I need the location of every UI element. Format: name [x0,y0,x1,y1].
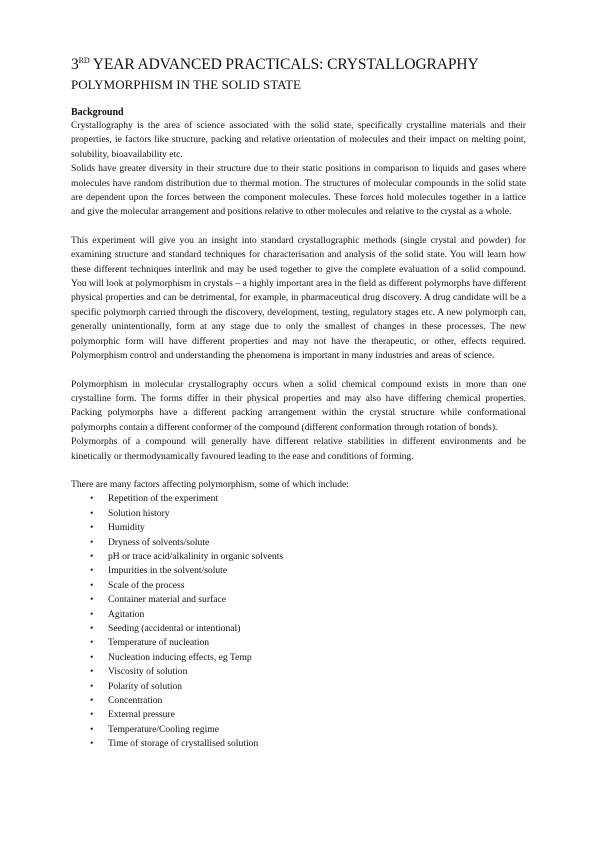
bullet-icon: • [90,651,94,663]
bullet-icon: • [90,738,94,750]
bullet-icon: • [90,522,94,534]
document-page [71,56,526,752]
list-item: • Temperature/Cooling regime [71,723,526,737]
list-item: • Nucleation inducing effects, eg Temp [71,651,526,665]
bullet-icon: • [90,565,94,577]
bullet-icon: • [90,666,94,678]
title-text: YEAR ADVANCED PRACTICALS: CRYSTALLOGRAPHY [89,56,479,73]
bullet-icon: • [90,579,94,591]
bullet-icon: • [90,695,94,707]
background-paragraph-4: Polymorphism in molecular crystallography occurs when a solid chemical compound exists in more than one crystalline form. The forms differ in their physical properties and may also have differing chemical properties. Packing polymorphs have a different packing arrangement within the crystal structure while conformational polymorphs contain a different conformer of the compound (different conformation through rotation of bonds). [71,378,526,433]
list-item: • Polarity of solution [71,680,526,694]
title-ordinal-suffix: RD [78,56,90,65]
list-item: • Concentration [71,694,526,708]
list-item: • Repetition of the experiment [71,492,526,506]
list-item: • Viscosity of solution [71,665,526,679]
page-subtitle: POLYMORPHISM IN THE SOLID STATE [71,77,301,92]
bullet-icon: • [90,550,94,562]
bullet-icon: • [90,608,94,620]
list-item: • Humidity [71,521,526,535]
bullet-icon: • [90,637,94,649]
bullet-icon: • [90,507,94,519]
bullet-icon: • [90,723,94,735]
background-paragraph-1: Crystallography is the area of science associated with the solid state, specifically crystalline materials and their properties, ie factors like structure, packing and relative orientation of molecules and their impact on melting point, solubility, bioavailability etc. [71,120,526,160]
background-paragraph-3: This experiment will give you an insight into standard crystallographic methods (single crystal and powder) for examining structure and standard techniques for characterisation and analysis of the solid state. You will learn how these different techniques interlink and may be used together to give the complete evaluation of a solid compound. You will look at polymorphism in crystals – a highly important area in the field as different polymorphs have different physical properties and can be detrimental, for example, in pharmaceutical drug discovery. A drug candidate will be a specific polymorph carried through the discovery, development, testing, regulatory stages etc. A new polymorph can, generally unintentionally, form at any stage due to only the smallest of changes in these processes. The new polymorphic form will have different properties and may not have the therapeutic, or other, effects required. Polymorphism control and understanding the phenomena is important in many industries and areas of science. [71,234,526,362]
paragraph-spacer [71,364,526,378]
list-item: • Impurities in the solvent/solute [71,564,526,578]
background-heading: Background [71,107,124,118]
list-item: • Container material and surface [71,593,526,607]
background-paragraph-2: Solids have greater diversity in their structure due to their static positions in comparison to liquids and gases where molecules have random distribution due to thermal motion. The structures of molecular compounds in the solid state are dependent upon the forces between the component molecules. These forces hold molecules together in a lattice and give the molecular arrangement and positions relative to other molecules and relative to the crystal as a whole. [71,163,526,218]
list-item: • pH or trace acid/alkalinity in organic solvents [71,550,526,564]
list-item: • Dryness of solvents/solute [71,536,526,550]
paragraph-spacer [71,220,526,234]
list-item: • Agitation [71,608,526,622]
bullet-icon: • [90,493,94,505]
bullet-icon: • [90,623,94,634]
background-paragraph-5: Polymorphs of a compound will generally have different relative stabilities in different environments and be kinetically or thermodynamically favoured leading to the ease and conditions of forming. [71,436,526,462]
bullet-icon: • [90,680,94,692]
paragraph-spacer [71,464,526,478]
page-title [71,56,526,74]
list-item: • Temperature of nucleation [71,636,526,650]
factors-list [71,492,526,751]
list-item: • External pressure [71,708,526,722]
list-item: • Solution history [71,507,526,521]
factors-list-intro: There are many factors affecting polymorphism, some of which include: [71,478,349,490]
bullet-icon: • [90,709,94,721]
list-item: • Seeding (accidental or intentional) [71,622,526,636]
list-item: • Scale of the process [71,579,526,593]
bullet-icon: • [90,536,94,548]
title-number: 3 [71,56,79,73]
list-item: • Time of storage of crystallised solution [71,737,526,751]
bullet-icon: • [90,594,94,606]
